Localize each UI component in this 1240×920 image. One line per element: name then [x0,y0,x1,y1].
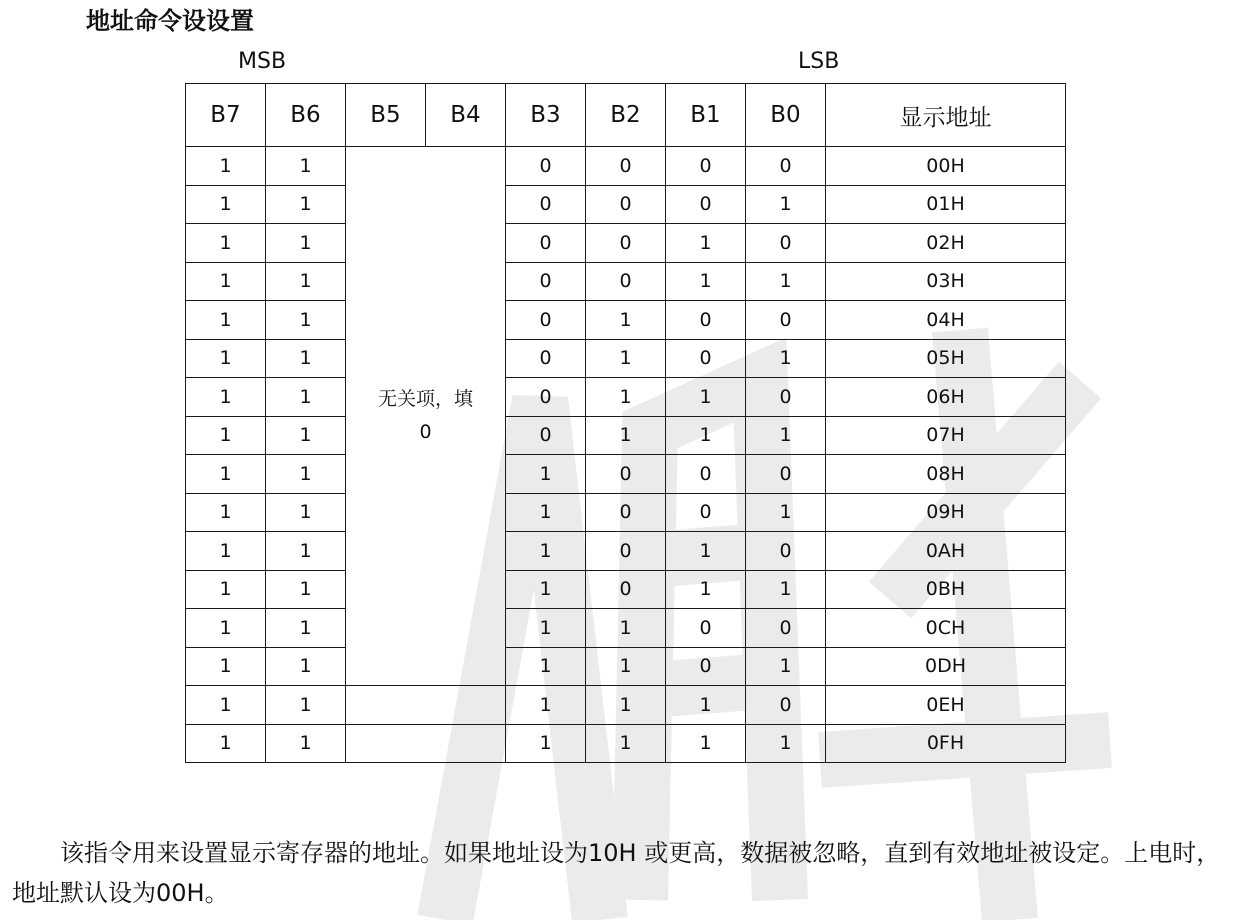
cell-b1: 0 [666,301,746,340]
cell-address: 03H [826,262,1066,301]
header-b2: B2 [586,84,666,147]
cell-b1: 0 [666,185,746,224]
cell-b3: 1 [506,570,586,609]
header-b3: B3 [506,84,586,147]
header-b4: B4 [426,84,506,147]
cell-b6: 1 [266,532,346,571]
cell-b7: 1 [186,339,266,378]
cell-b0: 1 [746,339,826,378]
cell-address: 0BH [826,570,1066,609]
cell-b0: 0 [746,378,826,417]
header-b7: B7 [186,84,266,147]
cell-b7: 1 [186,493,266,532]
cell-b0: 0 [746,301,826,340]
cell-b2: 1 [586,339,666,378]
cell-b1: 1 [666,724,746,763]
cell-b6: 1 [266,647,346,686]
table-row [186,416,1066,455]
cell-b3: 1 [506,493,586,532]
cell-b6: 1 [266,493,346,532]
cell-b3: 0 [506,339,586,378]
cell-b6: 1 [266,724,346,763]
cell-b2: 0 [586,262,666,301]
cell-b2: 0 [586,147,666,186]
cell-b1: 0 [666,339,746,378]
cell-b0: 0 [746,686,826,725]
cell-b1: 0 [666,493,746,532]
cell-b7: 1 [186,724,266,763]
cell-b6: 1 [266,262,346,301]
cell-b7: 1 [186,570,266,609]
cell-address: 0CH [826,609,1066,648]
cell-b2: 1 [586,416,666,455]
cell-address: 0DH [826,647,1066,686]
cell-b3: 0 [506,185,586,224]
cell-b0: 0 [746,147,826,186]
cell-b7: 1 [186,455,266,494]
table-row [186,301,1066,340]
cell-b3: 0 [506,301,586,340]
cell-b3: 1 [506,455,586,494]
cell-b6: 1 [266,339,346,378]
table-row [186,724,1066,763]
dont-care-fill-value: 0 [419,421,432,443]
cell-b0: 0 [746,532,826,571]
cell-b3: 1 [506,686,586,725]
cell-b6: 1 [266,455,346,494]
cell-address: 04H [826,301,1066,340]
cell-b2: 0 [586,570,666,609]
cell-address: 02H [826,224,1066,263]
cell-b3: 1 [506,647,586,686]
table-row [186,147,1066,186]
table-row [186,609,1066,648]
cell-b2: 1 [586,378,666,417]
cell-b2: 0 [586,185,666,224]
table-row [186,455,1066,494]
cell-b1: 1 [666,262,746,301]
cell-b1: 0 [666,455,746,494]
cell-b7: 1 [186,224,266,263]
cell-address: 05H [826,339,1066,378]
cell-b1: 0 [666,647,746,686]
cell-b0: 1 [746,416,826,455]
dont-care-cell [346,147,506,686]
cell-b6: 1 [266,185,346,224]
cell-address: 00H [826,147,1066,186]
header-display-address: 显示地址 [826,84,1066,147]
cell-b7: 1 [186,262,266,301]
table-row [186,570,1066,609]
cell-b1: 1 [666,224,746,263]
cell-b7: 1 [186,416,266,455]
cell-address: 08H [826,455,1066,494]
cell-b7: 1 [186,301,266,340]
cell-b0: 1 [746,262,826,301]
table-row [186,339,1066,378]
cell-b7: 1 [186,609,266,648]
cell-b1: 0 [666,147,746,186]
cell-b0: 1 [746,724,826,763]
header-b0: B0 [746,84,826,147]
table-row [186,493,1066,532]
cell-b0: 1 [746,185,826,224]
cell-b7: 1 [186,378,266,417]
cell-b0: 0 [746,224,826,263]
table-row [186,647,1066,686]
cell-b3: 0 [506,378,586,417]
cell-b6: 1 [266,224,346,263]
cell-b6: 1 [266,416,346,455]
cell-b2: 1 [586,609,666,648]
cell-b6: 1 [266,301,346,340]
cell-b1: 1 [666,570,746,609]
header-b1: B1 [666,84,746,147]
address-command-table [185,83,1066,763]
header-b6: B6 [266,84,346,147]
empty-b5-b4-cell [346,686,506,725]
msb-label: MSB [238,49,287,74]
cell-b0: 0 [746,609,826,648]
table-row [186,185,1066,224]
header-b5: B5 [346,84,426,147]
cell-b3: 1 [506,724,586,763]
cell-address: 09H [826,493,1066,532]
cell-b2: 0 [586,224,666,263]
cell-b0: 1 [746,493,826,532]
cell-b6: 1 [266,686,346,725]
cell-b2: 0 [586,493,666,532]
table-row [186,378,1066,417]
cell-address: 06H [826,378,1066,417]
cell-address: 07H [826,416,1066,455]
table-row [186,686,1066,725]
lsb-label: LSB [798,49,840,74]
cell-b0: 1 [746,647,826,686]
cell-b6: 1 [266,378,346,417]
cell-address: 0FH [826,724,1066,763]
cell-b2: 1 [586,724,666,763]
cell-address: 0EH [826,686,1066,725]
table-row [186,224,1066,263]
cell-b7: 1 [186,686,266,725]
cell-address: 01H [826,185,1066,224]
cell-b3: 1 [506,532,586,571]
table-row [186,532,1066,571]
cell-b6: 1 [266,570,346,609]
table-row [186,262,1066,301]
cell-b1: 1 [666,378,746,417]
cell-address: 0AH [826,532,1066,571]
cell-b6: 1 [266,147,346,186]
cell-b0: 0 [746,455,826,494]
cell-b1: 1 [666,416,746,455]
cell-b7: 1 [186,647,266,686]
cell-b2: 0 [586,455,666,494]
cell-b6: 1 [266,609,346,648]
table-header-row [186,84,1066,147]
description-paragraph: 该指令用来设置显示寄存器的地址。如果地址设为10H 或更高，数据被忽略，直到有效地址被设定。上电时，地址默认设为00H。 [12,839,1221,907]
cell-b3: 0 [506,224,586,263]
cell-b2: 1 [586,686,666,725]
cell-b3: 1 [506,609,586,648]
dont-care-text: 无关项，填 [377,388,473,410]
cell-b2: 0 [586,532,666,571]
cell-b0: 1 [746,570,826,609]
cell-b7: 1 [186,532,266,571]
cell-b2: 1 [586,301,666,340]
cell-b3: 0 [506,416,586,455]
cell-b7: 1 [186,185,266,224]
cell-b3: 0 [506,262,586,301]
section-title: 地址命令设设置 [86,7,254,35]
empty-b5-b4-cell [346,724,506,763]
cell-b2: 1 [586,647,666,686]
cell-b7: 1 [186,147,266,186]
cell-b1: 0 [666,609,746,648]
cell-b1: 1 [666,532,746,571]
cell-b1: 1 [666,686,746,725]
cell-b3: 0 [506,147,586,186]
